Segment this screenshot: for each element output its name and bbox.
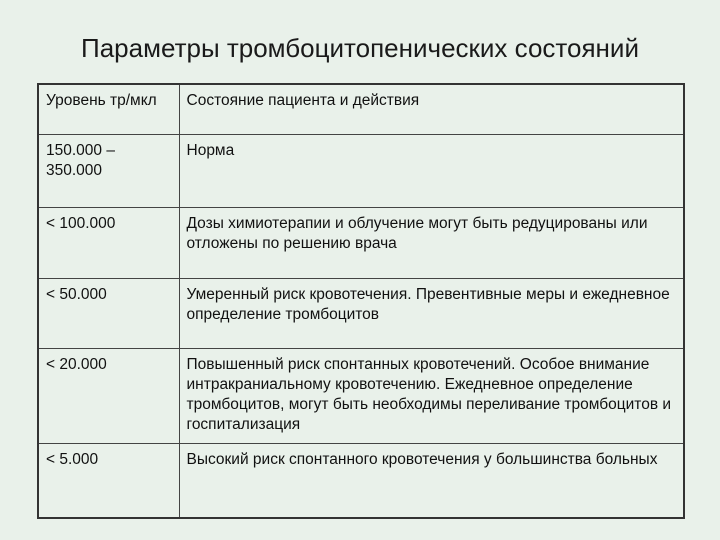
action-cell: Умеренный риск кровотечения. Превентивные меры и ежедневное определение тромбоцитов [179,278,684,348]
column-header-level: Уровень тр/мкл [38,84,179,134]
action-cell: Высокий риск спонтанного кровотечения у большинства больных [179,443,684,518]
table-row [38,278,684,348]
level-cell: < 20.000 [38,348,179,443]
level-cell: 150.000 – 350.000 [38,134,179,207]
column-header-action: Состояние пациента и действия [179,84,684,134]
table-row [38,443,684,518]
action-cell: Норма [179,134,684,207]
table-row [38,207,684,278]
level-cell: < 50.000 [38,278,179,348]
level-cell: < 100.000 [38,207,179,278]
level-cell: < 5.000 [38,443,179,518]
page-title: Параметры тромбоцитопенических состояний [81,33,639,63]
table-row [38,348,684,443]
action-cell: Повышенный риск спонтанных кровотечений. Особое внимание интракраниальному кровотечению. Ежедневное определение тромбоцитов, могут быть необходимы переливание тромбоцитов и госпитализация [179,348,684,443]
action-cell: Дозы химиотерапии и облучение могут быть редуцированы или отложены по решению врача [179,207,684,278]
platelet-parameters-table [37,83,685,519]
table-row [38,134,684,207]
table-header-row [38,84,684,134]
